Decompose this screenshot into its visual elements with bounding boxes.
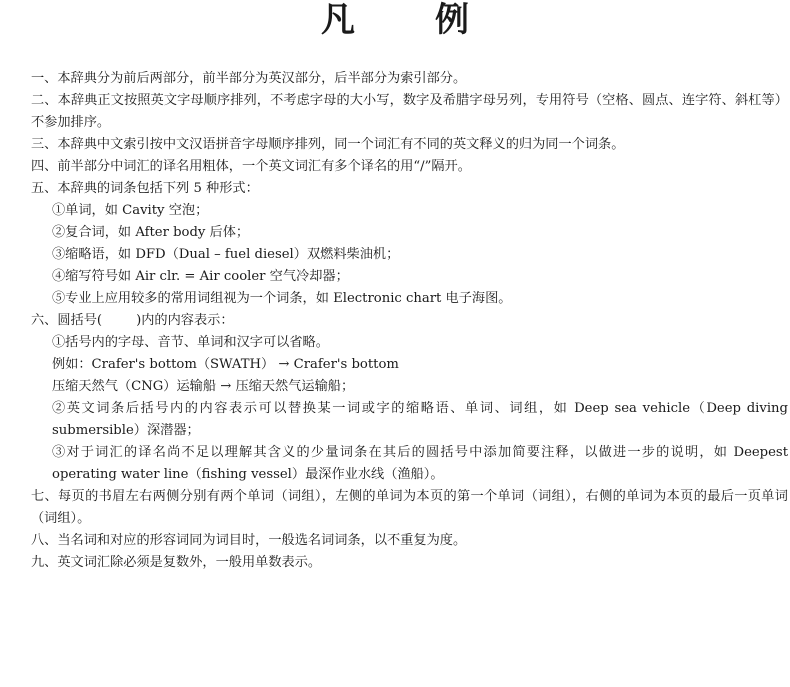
- item-5-1: ①单词，如 Cavity 空泡；: [52, 203, 209, 218]
- item-5-2: ②复合词，如 After body 后体；: [52, 225, 250, 240]
- item-8: 八、当名词和对应的形容词同为词目时，一般选名词词条，以不重复为度。: [31, 533, 467, 548]
- item-6: [0, 310, 790, 332]
- item-6-label-b: )内的内容表示：: [136, 313, 234, 328]
- item-5-5: ⑤专业上应用较多的常用词组视为一个词条，如 Electronic chart 电子海图。: [52, 291, 512, 306]
- item-5: 五、本辞典的词条包括下列 5 种形式：: [31, 181, 259, 196]
- item-6-1: ①括号内的字母、音节、单词和汉字可以省略。: [52, 335, 329, 350]
- item-5-4: ④缩写符号如 Air clr. = Air cooler 空气冷却器；: [52, 269, 349, 284]
- title-char-2: 例: [435, 0, 469, 40]
- item-2: 二、本辞典正文按照英文字母顺序排列，不考虑字母的大小写，数字及希腊字母另列，专用符号（空格、圆点、连字符、斜杠等）不参加排序。: [31, 93, 788, 130]
- item-3: 三、本辞典中文索引按中文汉语拼音字母顺序排列，同一个词汇有不同的英文释义的归为同一个词条。: [31, 137, 625, 152]
- item-6-label-a: 六、圆括号(: [31, 313, 103, 328]
- item-1: 一、本辞典分为前后两部分，前半部分为英汉部分，后半部分为索引部分。: [31, 71, 467, 86]
- item-6-2: ②英文词条后括号内的内容表示可以替换某一词或字的缩略语、单词、词组，如 Deep sea vehicle（Deep diving submersible）深潜器；: [52, 401, 788, 438]
- item-4: 四、前半部分中词汇的译名用粗体，一个英文词汇有多个译名的用“/”隔开。: [31, 159, 471, 174]
- page-title: [0, 0, 790, 50]
- item-6-1-example-b: 压缩天然气（CNG）运输船 → 压缩天然气运输船；: [52, 379, 355, 394]
- item-9: 九、英文词汇除必须是复数外，一般用单数表示。: [31, 555, 322, 570]
- document-body: [0, 68, 790, 574]
- item-6-1-example-a: 例如：Crafer's bottom（SWATH） → Crafer's bottom: [52, 357, 399, 372]
- item-6-3: ③对于词汇的译名尚不足以理解其含义的少量词条在其后的圆括号中添加简要注释，以做进一步的说明，如 Deepest operating water line（fishing vessel）最深作业水线（渔船）。: [52, 445, 788, 482]
- title-char-1: 凡: [321, 0, 355, 40]
- item-5-3: ③缩略语，如 DFD（Dual – fuel diesel）双燃料柴油机；: [52, 247, 400, 262]
- item-7: 七、每页的书眉左右两侧分别有两个单词（词组），左侧的单词为本页的第一个单词（词组），右侧的单词为本页的最后一页单词（词组）。: [31, 489, 788, 526]
